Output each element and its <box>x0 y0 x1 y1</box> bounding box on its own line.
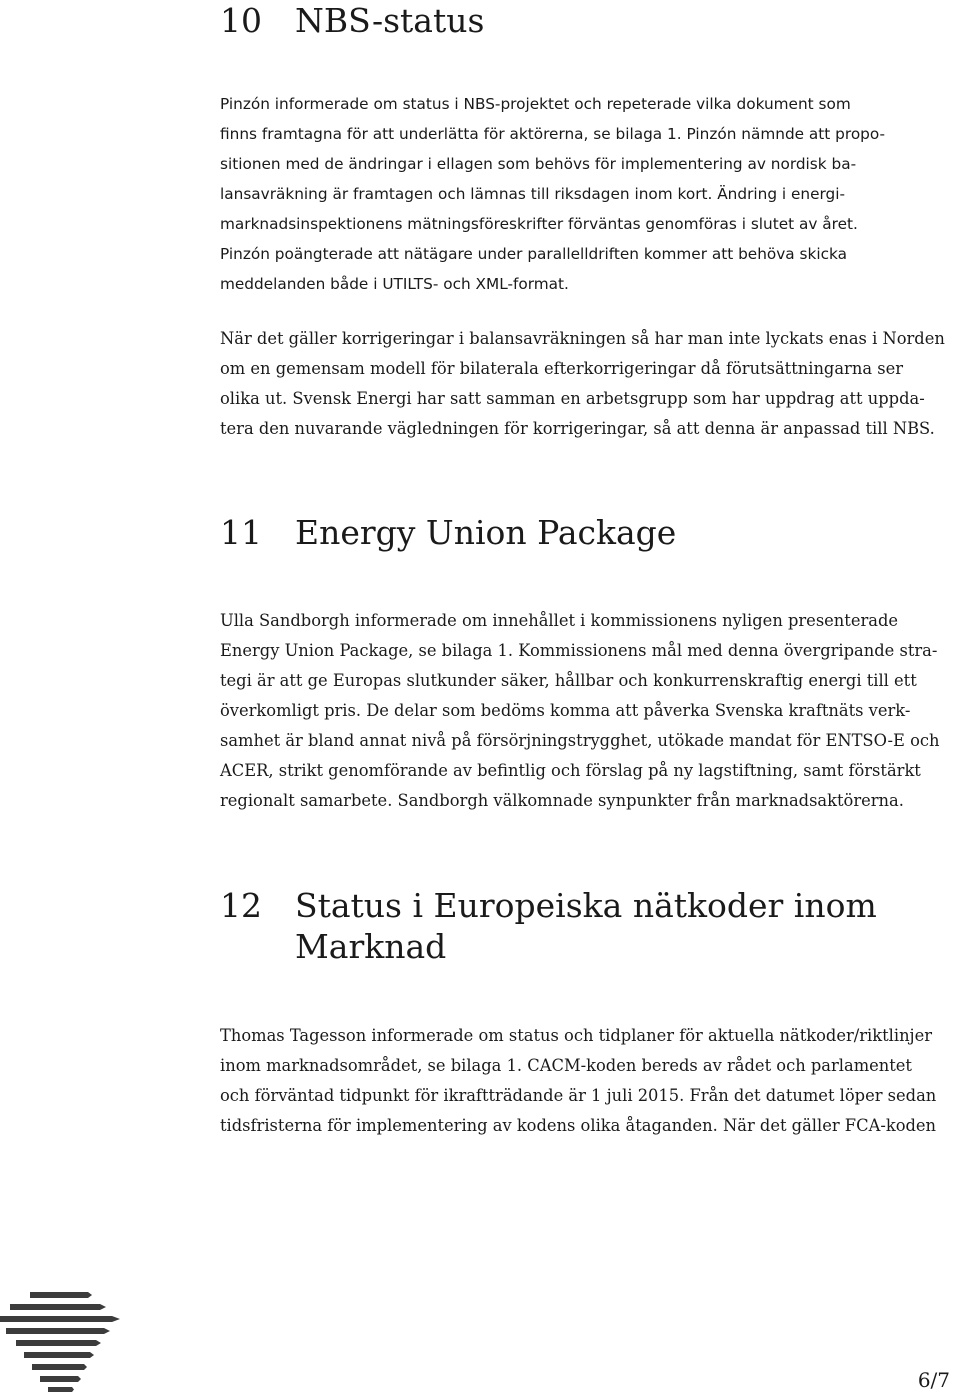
text-line: inom marknadsområdet, se bilaga 1. CACM-koden bereds av rådet och parlamentet <box>220 1056 912 1075</box>
paragraph <box>220 606 960 816</box>
text-line: Energy Union Package, se bilaga 1. Kommissionens mål med denna övergripande stra- <box>220 641 938 660</box>
text-line: ACER, strikt genomförande av befintlig och förslag på ny lagstiftning, samt förstärkt <box>220 761 921 780</box>
section-title: NBS-status <box>295 1 485 40</box>
text-line: Pinzón poängterade att nätägare under parallelldriften kommer att behöva skicka <box>220 245 848 263</box>
text-line: Thomas Tagesson informerade om status och tidplaner för aktuella nätkoder/riktlinjer <box>220 1026 933 1045</box>
text-line: tegi är att ge Europas slutkunder säker, hållbar och konkurrenskraftig energi till ett <box>220 671 917 690</box>
text-line: olika ut. Svensk Energi har satt samman en arbetsgrupp som har uppdrag att uppda- <box>220 389 925 408</box>
svenska-kraftnat-stripes-logo-icon <box>0 1290 130 1394</box>
text-line: och förväntad tidpunkt för ikraftträdande är 1 juli 2015. Från det datumet löper sedan <box>220 1086 937 1105</box>
text-line: om en gemensam modell för bilaterala efterkorrigeringar då förutsättningarna ser <box>220 359 903 378</box>
text-line: samhet är bland annat nivå på försörjningstrygghet, utökade mandat för ENTSO-E och <box>220 731 940 750</box>
text-line: regionalt samarbete. Sandborgh välkomnade synpunkter från marknadsaktörerna. <box>220 791 904 810</box>
text-line: överkomligt pris. De delar som bedöms komma att påverka Svenska kraftnäts verk- <box>220 701 911 720</box>
text-line: sitionen med de ändringar i ellagen som behövs för implementering av nordisk ba- <box>220 155 857 173</box>
text-line: När det gäller korrigeringar i balansavräkningen så har man inte lyckats enas i Norden <box>220 329 945 348</box>
text-line: meddelanden både i UTILTS- och XML-format. <box>220 275 569 293</box>
text-line: tera den nuvarande vägledningen för korrigeringar, så att denna är anpassad till NBS. <box>220 419 935 438</box>
section-heading <box>220 0 935 41</box>
text-line: Ulla Sandborgh informerade om innehållet i kommissionens nyligen presenterade <box>220 611 899 630</box>
paragraph <box>220 324 960 444</box>
text-line: finns framtagna för att underlätta för aktörerna, se bilaga 1. Pinzón nämnde att propo- <box>220 125 886 143</box>
section-title: Status i Europeiska nätkoder inom Marknad <box>295 886 877 966</box>
text-line: marknadsinspektionens mätningsföreskrifter förväntas genomföras i slutet av året. <box>220 215 858 233</box>
page-number: 6/7 <box>917 1368 950 1392</box>
section-number: 12 <box>220 886 262 925</box>
text-line: lansavräkning är framtagen och lämnas till riksdagen inom kort. Ändring i energi- <box>220 185 846 203</box>
section-heading <box>220 885 935 967</box>
section-number: 10 <box>220 1 262 40</box>
text-line: tidsfristerna för implementering av kodens olika åtaganden. När det gäller FCA-koden <box>220 1116 937 1135</box>
paragraph <box>220 89 960 299</box>
section-heading <box>220 512 935 553</box>
text-line: Pinzón informerade om status i NBS-projektet och repeterade vilka dokument som <box>220 95 851 113</box>
section-title: Energy Union Package <box>295 513 677 552</box>
paragraph <box>220 1021 960 1141</box>
section-number: 11 <box>220 513 262 552</box>
